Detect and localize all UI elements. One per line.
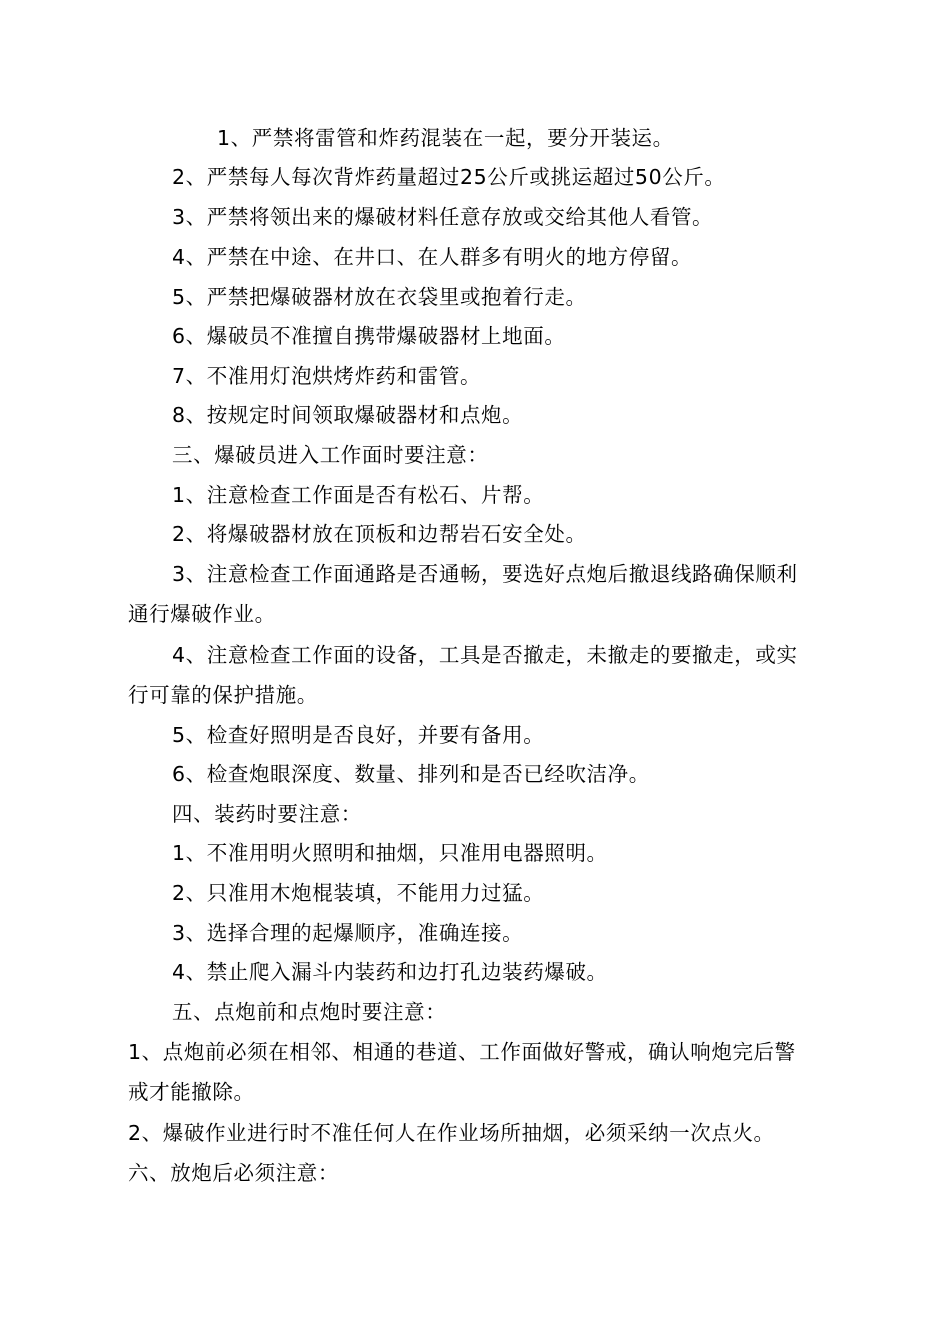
text-line: 1、严禁将雷管和炸药混装在一起，要分开装运。 xyxy=(217,126,674,150)
section-heading: 六、放炮后必须注意： xyxy=(128,1161,339,1185)
text-line: 1、点炮前必须在相邻、相通的巷道、工作面做好警戒，确认响炮完后警 xyxy=(128,1040,796,1064)
section-heading: 四、装药时要注意： xyxy=(172,802,362,826)
text-line: 通行爆破作业。 xyxy=(128,602,276,626)
text-line: 4、禁止爬入漏斗内装药和边打孔边装药爆破。 xyxy=(172,960,608,984)
text-line: 4、严禁在中途、在井口、在人群多有明火的地方停留。 xyxy=(172,245,693,269)
text-line: 3、注意检查工作面通路是否通畅，要选好点炮后撤退线路确保顺利 xyxy=(172,562,798,586)
text-line: 5、严禁把爆破器材放在衣袋里或抱着行走。 xyxy=(172,285,587,309)
text-line: 行可靠的保护措施。 xyxy=(128,683,318,707)
text-line: 6、爆破员不准擅自携带爆破器材上地面。 xyxy=(172,324,566,348)
text-line: 4、注意检查工作面的设备，工具是否撤走，未撤走的要撤走，或实 xyxy=(172,643,798,667)
section-heading: 三、爆破员进入工作面时要注意： xyxy=(172,443,489,467)
text-line: 2、将爆破器材放在顶板和边帮岩石安全处。 xyxy=(172,522,587,546)
text-line: 2、只准用木炮棍装填，不能用力过猛。 xyxy=(172,881,545,905)
text-line: 1、不准用明火照明和抽烟，只准用电器照明。 xyxy=(172,841,608,865)
text-line: 3、选择合理的起爆顺序，准确连接。 xyxy=(172,921,524,945)
text-line: 2、爆破作业进行时不准任何人在作业场所抽烟，必须采纳一次点火。 xyxy=(128,1121,775,1145)
text-line: 7、不准用灯泡烘烤炸药和雷管。 xyxy=(172,364,482,388)
text-line: 2、严禁每人每次背炸药量超过25公斤或挑运超过50公斤。 xyxy=(172,165,726,189)
text-line: 5、检查好照明是否良好，并要有备用。 xyxy=(172,723,545,747)
section-heading: 五、点炮前和点炮时要注意： xyxy=(172,1000,447,1024)
text-line: 6、检查炮眼深度、数量、排列和是否已经吹洁净。 xyxy=(172,762,650,786)
text-line: 1、注意检查工作面是否有松石、片帮。 xyxy=(172,483,545,507)
text-line: 8、按规定时间领取爆破器材和点炮。 xyxy=(172,403,524,427)
text-line: 3、严禁将领出来的爆破材料任意存放或交给其他人看管。 xyxy=(172,205,714,229)
text-line: 戒才能撤除。 xyxy=(128,1080,255,1104)
